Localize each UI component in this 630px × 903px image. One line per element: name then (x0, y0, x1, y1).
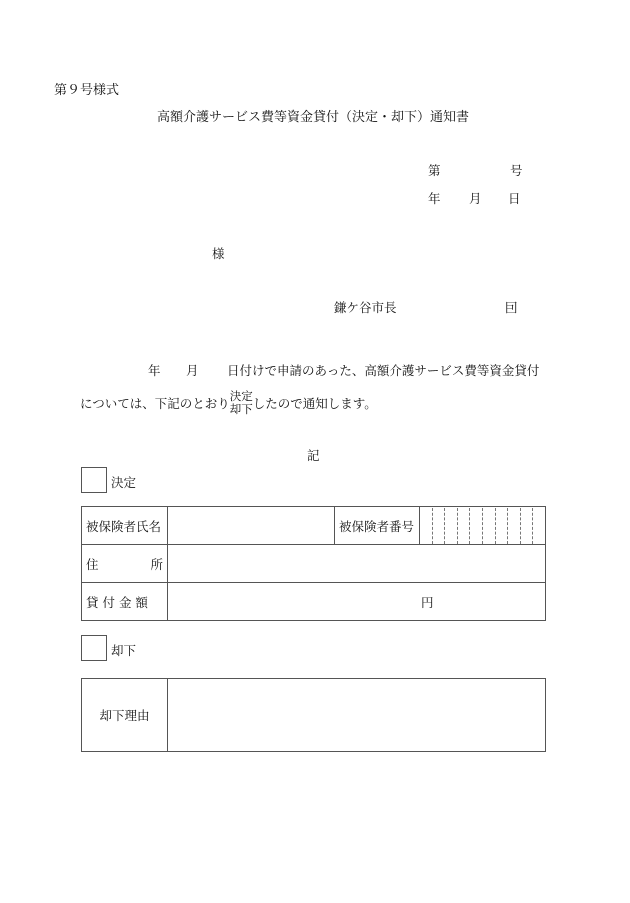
yen-unit: 円 (421, 594, 434, 610)
date-year: 年 (428, 191, 441, 206)
insured-name-label: 被保険者氏名 (82, 507, 168, 545)
body-line-1: 日付けで申請のあった、高額介護サービス費等資金貸付 (227, 363, 540, 378)
rejection-reason-field[interactable] (168, 679, 546, 752)
decision-table (81, 506, 546, 621)
date-day: 日 (508, 191, 521, 206)
body-line-2-before: については、下記のとおり (80, 396, 230, 411)
body-month: 月 (186, 363, 199, 378)
decision-label: 決定 (111, 475, 137, 490)
address-label-b: 所 (150, 556, 163, 572)
rejection-label: 却下 (111, 643, 137, 658)
body-line-2 (80, 390, 377, 416)
address-label-a: 住 (86, 556, 99, 572)
form-number: 第９号様式 (54, 83, 120, 98)
rejection-reason-label: 却下理由 (82, 679, 168, 752)
insured-name-field[interactable] (168, 507, 335, 545)
doc-no-prefix: 第 (428, 163, 441, 178)
document-title: 高額介護サービス費等資金貸付（決定・却下）通知書 (157, 110, 470, 125)
doc-no-suffix: 号 (510, 163, 523, 178)
rejection-table (81, 678, 546, 752)
body-year: 年 (148, 363, 161, 378)
issuer-name: 鎌ケ谷市長 (334, 300, 397, 315)
loan-amount-field[interactable] (168, 583, 546, 621)
choice-decision: 決定 (229, 389, 253, 403)
body-line-2-after: したので通知します。 (252, 396, 377, 411)
ki-heading: 記 (307, 448, 320, 463)
rejection-checkbox[interactable] (81, 635, 107, 661)
address-label (82, 545, 168, 583)
decision-checkbox[interactable] (81, 467, 107, 493)
addressee-suffix: 様 (212, 246, 225, 261)
seal-mark: 囙 (505, 300, 518, 315)
insured-number-field[interactable] (420, 507, 546, 545)
choice-rejection: 却下 (229, 402, 253, 416)
date-month: 月 (469, 191, 482, 206)
insured-number-label: 被保険者番号 (335, 507, 420, 545)
decision-choice-stack (230, 390, 253, 416)
loan-amount-label: 貸 付 金 額 (82, 583, 168, 621)
address-field[interactable] (168, 545, 546, 583)
